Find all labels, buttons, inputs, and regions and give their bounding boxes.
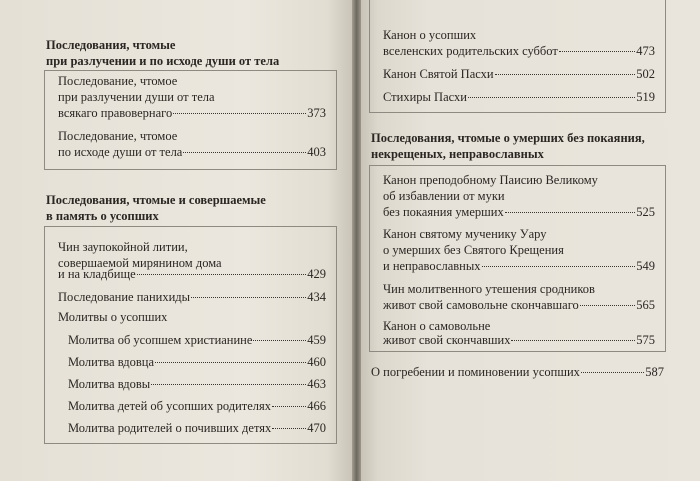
group-title: Молитвы о усопших <box>58 310 168 324</box>
right-page <box>361 0 700 481</box>
section-heading-1 <box>46 37 279 69</box>
entry-line: всякаго правовернаго <box>58 106 173 120</box>
entry-line: Чин заупокойной литии, <box>58 240 188 254</box>
toc-entry[interactable] <box>371 364 664 380</box>
toc-entry-last-line[interactable] <box>383 43 655 59</box>
entry-line: о умерших без Святого Крещения <box>383 243 564 257</box>
toc-entry-prayer[interactable] <box>68 376 326 392</box>
dot-leader <box>155 362 306 363</box>
entry-line: и на кладбище <box>58 267 136 281</box>
entry-line: Канон о самовольне <box>383 319 491 333</box>
entry-line: вселенских родительских суббот <box>383 44 558 58</box>
toc-entry-prayer[interactable] <box>68 420 326 436</box>
dot-leader <box>482 266 636 267</box>
page-number: 459 <box>307 333 326 347</box>
entry-line: живот свой самовольне скончавшаго <box>383 298 579 312</box>
page-number: 549 <box>636 259 655 273</box>
page-number: 587 <box>645 365 664 379</box>
entry-line: при разлучении души от тела <box>58 90 215 104</box>
heading-line: Последования, чтомые <box>46 38 176 52</box>
dot-leader <box>495 74 636 75</box>
page-number: 575 <box>636 333 655 347</box>
book-gutter <box>352 0 361 481</box>
toc-entry[interactable] <box>383 27 476 43</box>
toc-entry[interactable] <box>383 226 564 258</box>
page-number: 519 <box>636 90 655 104</box>
entry-line: Последование, чтомое <box>58 74 178 88</box>
dot-leader <box>580 305 635 306</box>
page-number: 466 <box>307 399 326 413</box>
dot-leader <box>253 340 306 341</box>
heading-line: Последования, чтомые и совершаемые <box>46 193 266 207</box>
entry-line: Молитва об усопшем христианине <box>68 333 253 347</box>
entry-line: совершаемой мирянином дома <box>58 256 222 270</box>
entry-line: Молитва вдовы <box>68 377 151 391</box>
entry-line: Канон Святой Пасхи <box>383 67 494 81</box>
dot-leader <box>137 274 307 275</box>
page-number: 460 <box>307 355 326 369</box>
heading-line: некрещеных, неправославных <box>371 147 544 161</box>
toc-entry-last-line[interactable] <box>383 332 655 348</box>
page-number: 434 <box>307 290 326 304</box>
toc-entry-prayer[interactable] <box>68 332 326 348</box>
toc-entry[interactable] <box>58 73 215 105</box>
page-number: 565 <box>636 298 655 312</box>
entry-line: Последование панихиды <box>58 290 191 304</box>
entry-line: Канон святому мученику Уару <box>383 227 547 241</box>
entry-line: и неправославных <box>383 259 481 273</box>
heading-line: Последования, чтомые о умерших без покаяния, <box>371 131 645 145</box>
page-number: 525 <box>636 205 655 219</box>
toc-entry-prayer[interactable] <box>68 354 326 370</box>
toc-entry-last-line[interactable] <box>58 266 326 282</box>
dot-leader <box>191 297 306 298</box>
entry-line: об избавлении от муки <box>383 189 505 203</box>
page-number: 463 <box>307 377 326 391</box>
dot-leader <box>272 428 306 429</box>
entry-line: Стихиры Пасхи <box>383 90 467 104</box>
entry-line: Канон о усопших <box>383 28 477 42</box>
toc-entry[interactable] <box>383 281 595 297</box>
page-number: 403 <box>307 145 326 159</box>
dot-leader <box>559 51 635 52</box>
entry-line: Последование, чтомое <box>58 129 178 143</box>
dot-leader <box>468 97 635 98</box>
page-number: 473 <box>636 44 655 58</box>
heading-line: в память о усопших <box>46 209 159 223</box>
toc-entry[interactable] <box>383 172 598 204</box>
page-number: 470 <box>307 421 326 435</box>
toc-entry[interactable] <box>383 89 655 105</box>
entry-line: Молитва родителей о почивших детях <box>68 421 272 435</box>
entry-line: Молитва детей об усопших родителях <box>68 399 272 413</box>
dot-leader <box>581 372 644 373</box>
toc-entry-last-line[interactable] <box>383 297 655 313</box>
toc-entry-last-line[interactable] <box>58 144 326 160</box>
page-number: 502 <box>636 67 655 81</box>
page-number: 429 <box>307 267 326 281</box>
entry-line: живот свой скончавших <box>383 333 511 347</box>
heading-line: при разлучении и по исходе души от тела <box>46 54 280 68</box>
entry-line: без покаяния умерших <box>383 205 504 219</box>
section-heading-3 <box>371 130 645 162</box>
dot-leader <box>511 340 635 341</box>
toc-entry[interactable] <box>383 66 655 82</box>
entry-line: О погребении и поминовении усопших <box>371 365 580 379</box>
toc-entry[interactable] <box>58 289 326 305</box>
dot-leader <box>151 384 306 385</box>
entry-line: Канон преподобному Паисию Великому <box>383 173 598 187</box>
toc-entry-last-line[interactable] <box>58 105 326 121</box>
toc-entry-last-line[interactable] <box>383 204 655 220</box>
toc-entry[interactable] <box>58 128 177 144</box>
section-heading-2 <box>46 192 266 224</box>
page-number: 373 <box>307 106 326 120</box>
entry-line: Чин молитвенного утешения сродников <box>383 282 595 296</box>
dot-leader <box>505 212 636 213</box>
dot-leader <box>272 406 306 407</box>
dot-leader <box>173 113 306 114</box>
entry-line: по исходе души от тела <box>58 145 183 159</box>
dot-leader <box>183 152 306 153</box>
entry-line: Молитва вдовца <box>68 355 155 369</box>
toc-entry-last-line[interactable] <box>383 258 655 274</box>
toc-entry-prayer[interactable] <box>68 398 326 414</box>
